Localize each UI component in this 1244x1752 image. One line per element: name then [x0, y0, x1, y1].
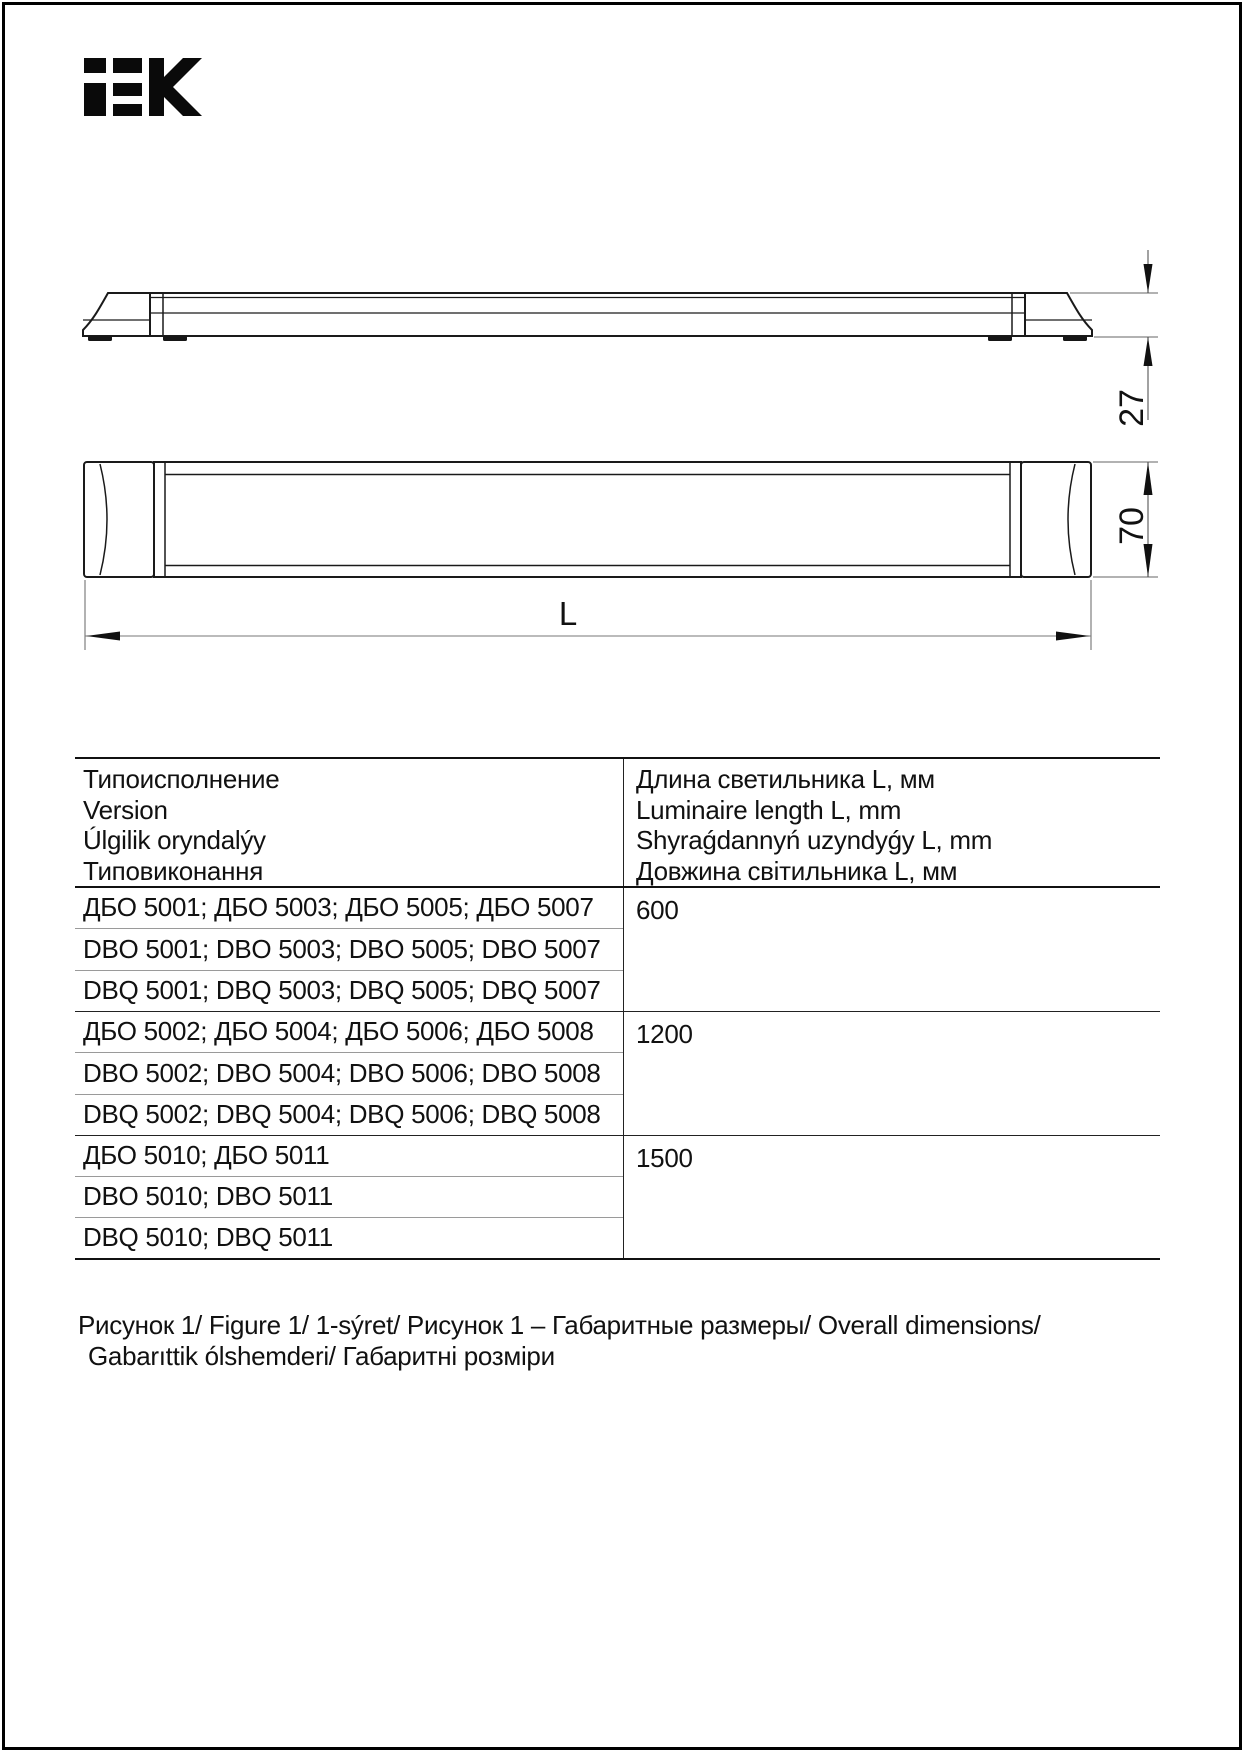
header-line: Úlgilik oryndalýy — [83, 825, 266, 855]
arrow-right-icon — [1056, 632, 1090, 641]
table-header-row — [75, 759, 1160, 888]
model-list — [75, 888, 624, 1011]
arrow-up-icon — [1144, 462, 1153, 495]
length-value: 600 — [636, 895, 679, 925]
table-row: DBQ 5002; DBQ 5004; DBQ 5006; DBQ 5008 — [75, 1094, 623, 1135]
table-row: ДБО 5010; ДБО 5011 — [83, 1140, 330, 1171]
table-header-length — [624, 759, 1160, 886]
side-view-drawing — [83, 293, 1092, 341]
table-row: ДБО 5002; ДБО 5004; ДБО 5006; ДБО 5008 — [83, 1016, 594, 1047]
header-line: Shyraǵdannyń uzyndyǵy L, mm — [636, 825, 993, 855]
table-row: DBO 5010; DBO 5011 — [75, 1176, 623, 1217]
header-line: Version — [83, 794, 168, 825]
header-line: Типовиконання — [83, 855, 263, 886]
arrow-down-icon — [1144, 264, 1153, 293]
table-row: DBQ 5001; DBQ 5003; DBQ 5005; DBQ 5007 — [75, 970, 623, 1011]
model-list — [75, 1012, 624, 1135]
table-header-version — [75, 759, 624, 886]
table-row: DBO 5002; DBO 5004; DBO 5006; DBO 5008 — [75, 1052, 623, 1093]
figure-caption — [78, 1310, 1178, 1372]
length-value: 1500 — [636, 1143, 693, 1173]
figure-caption-line1: Рисунок 1/ Figure 1/ 1-sýret/ Рисунок 1 – Габаритные размеры/ Overall dimensions/ — [78, 1310, 1041, 1340]
table-group-1200 — [75, 1012, 1160, 1136]
length-dimension-L — [85, 580, 1091, 650]
height-dimension-70 — [1093, 462, 1158, 577]
length-value: 1200 — [636, 1019, 693, 1049]
dimension-label-27: 27 — [1113, 389, 1151, 427]
header-line: Типоисполнение — [83, 764, 280, 794]
header-line: Довжина світильника L, мм — [636, 855, 958, 886]
header-line: Длина светильника L, мм — [636, 764, 935, 794]
table-group-1500 — [75, 1136, 1160, 1260]
figure-caption-line2: Gabarıttik ólshemderi/ Габаритні розміри — [88, 1341, 555, 1371]
table-row: DBQ 5010; DBQ 5011 — [75, 1217, 623, 1258]
table-row: DBO 5001; DBO 5003; DBO 5005; DBO 5007 — [75, 928, 623, 969]
dimensions-table — [75, 757, 1160, 1260]
arrow-left-icon — [86, 632, 120, 641]
model-list — [75, 1136, 624, 1258]
front-view-drawing — [84, 462, 1091, 577]
dimension-drawing — [0, 0, 1244, 700]
arrow-up-icon — [1144, 337, 1153, 366]
dimension-label-70: 70 — [1113, 507, 1151, 545]
arrow-down-icon — [1144, 544, 1153, 577]
table-group-600 — [75, 888, 1160, 1012]
header-line: Luminaire length L, mm — [636, 794, 902, 825]
dimension-label-L: L — [558, 595, 578, 632]
table-row: ДБО 5001; ДБО 5003; ДБО 5005; ДБО 5007 — [83, 892, 594, 923]
